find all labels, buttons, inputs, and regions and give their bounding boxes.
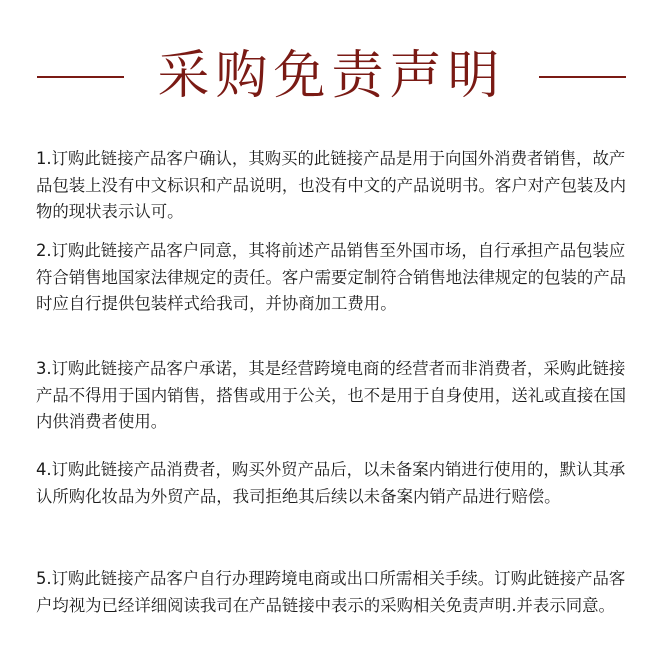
disclaimer-paragraph-5: 5.订购此链接产品客户自行办理跨境电商或出口所需相关手续。订购此链接产品客户均视为已经详细阅读我司在产品链接中表示的采购相关免责声明.并表示同意。 — [36, 569, 626, 615]
page-title: 采购免责声明 — [157, 46, 506, 106]
title-rule-left — [37, 76, 124, 78]
disclaimer-paragraph-2: 2.订购此链接产品客户同意，其将前述产品销售至外国市场，自行承担产品包装应符合销售地国家法律规定的责任。客户需要定制符合销售地法律规定的包装的产品时应自行提供包装样式给我司，并协商加工费用。 — [36, 241, 627, 313]
page-header — [0, 44, 663, 108]
disclaimer-paragraph-3: 3.订购此链接产品客户承诺，其是经营跨境电商的经营者而非消费者，采购此链接产品不得用于国内销售，搭售或用于公关，也不是用于自身使用，送礼或直接在国内供消费者使用。 — [36, 359, 627, 431]
disclaimer-paragraph-4: 4.订购此链接产品消费者，购买外贸产品后，以未备案内销进行使用的，默认其承认所购化妆品为外贸产品，我司拒绝其后续以未备案内销产品进行赔偿。 — [36, 460, 626, 506]
title-rule-right — [539, 76, 626, 78]
disclaimer-paragraph-1: 1.订购此链接产品客户确认，其购买的此链接产品是用于向国外消费者销售，故产品包装上没有中文标识和产品说明，也没有中文的产品说明书。客户对产包装及内物的现状表示认可。 — [36, 149, 627, 221]
